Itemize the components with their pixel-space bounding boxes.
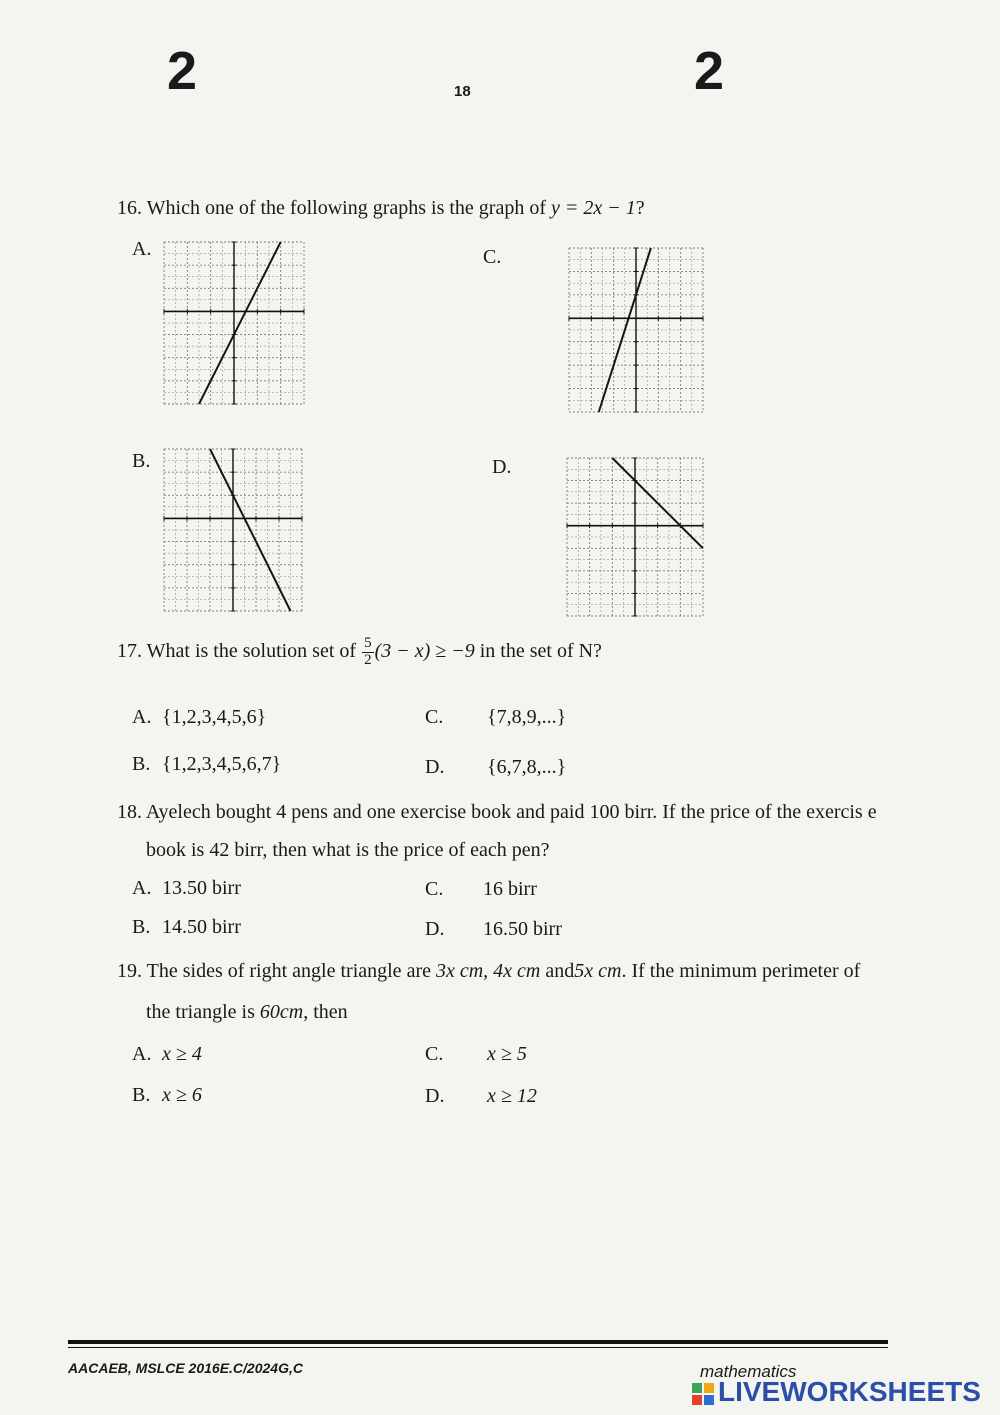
header-left-number: 2: [167, 41, 198, 101]
question-16-number: 16.: [117, 197, 142, 219]
question-18-line-1: [117, 800, 877, 824]
question-19-line-1-end: . If the minimum perimeter of: [621, 960, 861, 982]
q19-option-c[interactable]: [425, 1043, 527, 1066]
question-19-text: The sides of right angle triangle are: [146, 960, 431, 982]
option-value: 13.50 birr: [162, 877, 241, 899]
graph-b[interactable]: [160, 445, 306, 615]
graph-d-label: D.: [492, 456, 512, 478]
graph-c-label: C.: [483, 246, 502, 268]
question-19-line-2-end: , then: [303, 1001, 348, 1023]
question-18-line-2: book is 42 birr, then what is the price of each pen?: [146, 839, 550, 861]
q18-option-a[interactable]: [132, 877, 241, 900]
q19-option-d[interactable]: [425, 1085, 537, 1108]
graph-a[interactable]: [160, 238, 308, 408]
question-16-end: ?: [635, 197, 645, 219]
page-number: 18: [454, 83, 471, 100]
option-value: x ≥ 6: [162, 1084, 202, 1106]
fraction-numerator: 5: [364, 635, 372, 651]
q17-option-d[interactable]: [425, 756, 566, 779]
graph-a-label: A.: [132, 238, 152, 260]
question-16: [117, 196, 645, 220]
question-19-perimeter: 60cm: [259, 1001, 304, 1023]
q18-option-d[interactable]: [425, 918, 562, 941]
footer-subject: mathematics: [700, 1362, 797, 1381]
question-16-equation: y = 2x − 1: [551, 197, 636, 219]
footer-exam-code: AACAEB, MSLCE 2016E.C/2024G,C: [68, 1360, 303, 1376]
question-17: [117, 636, 602, 669]
watermark-text: LIVEWORKSHEETS: [718, 1376, 981, 1407]
liveworksheets-watermark[interactable]: [692, 1376, 981, 1408]
question-19-number: 19.: [117, 960, 142, 982]
question-17-number: 17.: [117, 639, 142, 662]
liveworksheets-logo-icon: [692, 1383, 714, 1405]
question-16-text: Which one of the following graphs is the graph of: [146, 197, 546, 219]
option-label: B.: [132, 1084, 151, 1106]
option-value: x ≥ 5: [487, 1043, 527, 1065]
option-value: {1,2,3,4,5,6,7}: [162, 753, 282, 775]
question-19-sides: 3x cm, 4x cm: [435, 960, 541, 982]
q18-option-b[interactable]: [132, 916, 241, 939]
option-value: 16 birr: [483, 878, 537, 900]
q19-option-a[interactable]: [132, 1043, 202, 1066]
question-18-text: Ayelech bought 4 pens and one exercise book and paid 100 birr. If the price of the exercis e: [145, 801, 877, 823]
option-value: {1,2,3,4,5,6}: [162, 706, 267, 728]
question-17-text: What is the solution set of: [146, 639, 357, 662]
q18-option-c[interactable]: [425, 878, 537, 901]
option-value: {6,7,8,...}: [487, 756, 567, 778]
question-19-line-2-text: the triangle is: [146, 1001, 255, 1023]
q17-option-c[interactable]: [425, 706, 566, 729]
question-17-fraction: [362, 636, 374, 669]
graph-d[interactable]: [563, 454, 707, 620]
option-value: x ≥ 4: [162, 1043, 202, 1065]
option-label: D.: [425, 918, 445, 940]
footer-rule-thin: [68, 1347, 888, 1348]
option-label: C.: [425, 878, 444, 900]
option-label: A.: [132, 1043, 152, 1065]
option-value: {7,8,9,...}: [487, 706, 567, 728]
graph-b-label: B.: [132, 450, 151, 472]
q17-option-a[interactable]: [132, 706, 266, 729]
option-label: B.: [132, 916, 151, 938]
option-label: A.: [132, 706, 152, 728]
question-19-side-3: 5x cm: [574, 960, 622, 982]
question-19-line-1: [117, 959, 860, 983]
option-label: B.: [132, 753, 151, 775]
option-label: A.: [132, 877, 152, 899]
question-18-number: 18.: [117, 801, 142, 823]
option-label: C.: [425, 706, 444, 728]
graph-c[interactable]: [565, 244, 707, 416]
option-label: C.: [425, 1043, 444, 1065]
question-19-line-2: [146, 1000, 348, 1024]
question-17-inequality: (3 − x) ≥ −9: [374, 639, 475, 662]
q19-option-b[interactable]: [132, 1084, 202, 1107]
option-label: D.: [425, 756, 445, 778]
question-19-and: and: [545, 960, 575, 982]
q17-option-b[interactable]: [132, 753, 281, 776]
option-value: 16.50 birr: [483, 918, 562, 940]
question-17-text-after: in the set of N?: [479, 639, 602, 662]
option-label: D.: [425, 1085, 445, 1107]
option-value: x ≥ 12: [487, 1085, 537, 1107]
footer-rule-thick: [68, 1340, 888, 1344]
graph-line-b: [210, 449, 291, 611]
option-value: 14.50 birr: [162, 916, 241, 938]
header-right-number: 2: [694, 41, 725, 101]
fraction-denominator: 2: [364, 651, 372, 668]
